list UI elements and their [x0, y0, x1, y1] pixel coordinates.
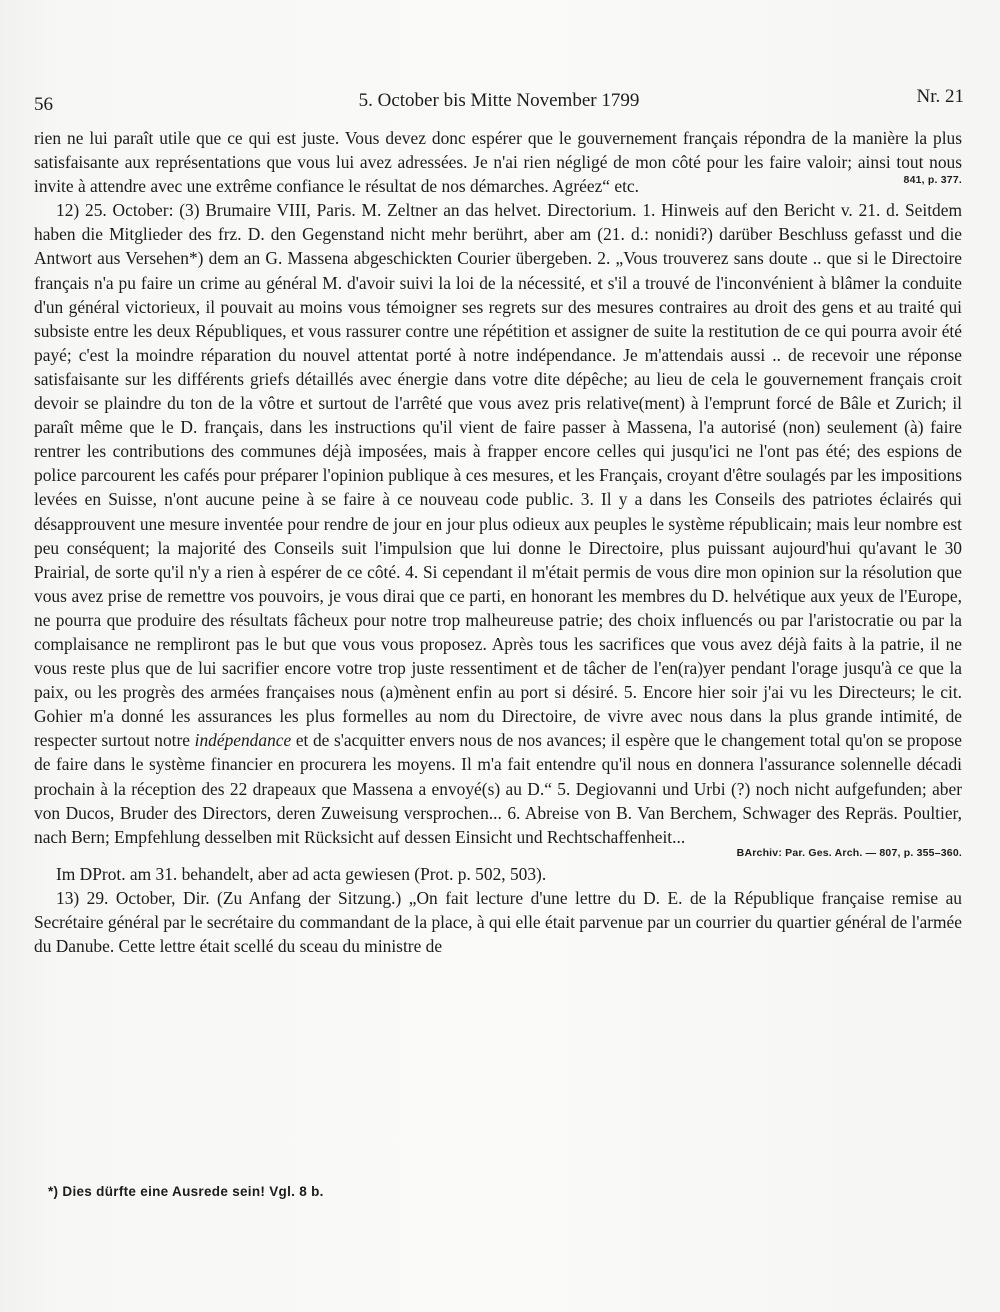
- body-text: [34, 126, 962, 958]
- page-header: [34, 86, 964, 116]
- page-number: 56: [34, 94, 53, 115]
- italic-word: indépendance: [194, 730, 292, 751]
- paragraph-text: 13) 29. October, Dir. (Zu Anfang der Sitzung.) „On fait lecture d'une lettre du D. E. de la République française remise au Secrétaire général par le secrétaire du commandant de la place, à qui elle était parvenue par un courrier du quartier général de l'armée du Danube. Cette lettre était scellé du sceau du ministre de: [34, 887, 962, 957]
- paragraph-text-continued: et de s'acquitter envers nous de nos avances; il espère que le changement total qu'on se propose de faire dans le système financier en procurera les moyens. Il m'a fait entendre qu'il nous en donnera l'assurance solennelle décadi prochain à la réception des 22 drapeaux que Massena a envoyé(s) au D.“ 5. Degiovanni und Urbi (?) noch nicht aufgefunden; aber von Ducos, Bruder des Directors, deren Zuweisung versprochen... 6. Abreise von B. Van Berchem, Schwager des Repräs. Poultier, nach Bern; Empfehlung desselben mit Rücksicht auf dessen Einsicht und Rechtschaffenheit...: [34, 730, 962, 847]
- paragraph-text: 12) 25. October: (3) Brumaire VIII, Paris. M. Zeltner an das helvet. Directorium. 1. Hinweis auf den Bericht v. 21. d. Seitdem haben die Mitglieder des frz. D. den Gegenstand nicht mehr berührt, aber am (21. d.: nonidi?) darüber Beschluss gefasst und die Antwort aus Versehen*) dem an G. Massena abgeschickten Courier übergeben. 2. „Vous trouverez sans doute .. que si le Directoire français n'a pu faire un crime au général M. d'avoir suivi la loi de la nécessité, et s'il a trouvé de l'inconvénient à blâmer la conduite d'un général victorieux, il pouvait au moins vous témoigner ses regrets sur des mesures contraires au droit des gens et au traité qui subsiste entre les deux Républiques, et vous rassurer contre une répétition et assigner de suite la restitution de ce qui pourra avoir été payé; c'est la moindre réparation du nouvel attentat porté à notre indépendance. Je m'attendais aussi .. de recevoir une réponse satisfaisante sur les différents griefs détaillés avec énergie dans votre dite dépêche; au lieu de cela le gouvernement français croit devoir se plaindre du ton de la vôtre et surtout de l'arrêté que vous avez pris relative(ment) à l'emprunt forcé de Bâle et Zurich; il paraît même que le D. français, dans les instructions qu'il vient de faire passer à Massena, l'a autorisé (non) seulement (à) faire rentrer les contributions des communes déjà imposées, mais à frapper encore celles qui jusqu'ici ne l'ont pas été; des espions de police parcourent les cafés pour préparer l'opinion publique à ces mesures, et les Français, croyant d'être soulagés par les impositions levées en Suisse, n'ont aucune peine à se faire à ce nouveau code public. 3. Il y a dans les Conseils des patriotes éclairés qui désapprouvent une mesure inventée pour rendre de jour en jour plus odieux aux peuples le système républicain; mais leur nombre est peu conséquent; la majorité des Conseils suit l'impulsion que lui donne le Directoire, plus puissant aujourd'hui qu'avant le 30 Prairial, de sorte qu'il n'y a rien à espérer de ce côté. 4. Si cependant il m'était permis de vous dire mon opinion sur la résolution que vous avez prise de remettre vos pouvoirs, je vous dirai que ce parti, en honorant les membres du D. helvétique aux yeux de l'Europe, ne pourra que produire des résultats fâcheux pour notre trop malheureuse patrie; des choix influencés ou par l'aristocratie ou par la complaisance ne rempliront pas le but que vous vous proposez. Après tous les sacrifices que vous avez déjà faits à la patrie, il ne vous reste plus que de lui sacrifier encore votre trop juste ressentiment et de tâcher de l'en(ra)yer pendant l'orage jusqu'à ce que la paix, ou les progrès des armées françaises nous (a)mènent enfin au port si désiré. 5. Encore hier soir j'ai vu les Directeurs; le cit. Gohier m'a donné les assurances les plus formelles au nom du Directoire, de vivre avec nous dans la plus grande intimité, de respecter surtout notre: [34, 200, 962, 751]
- item-number: Nr. 21: [916, 86, 964, 107]
- paragraph-text: rien ne lui paraît utile que ce qui est juste. Vous devez donc espérer que le gouvernement français répondra de la manière la plus satisfaisante aux représentations que vous lui avez adressées. Je n'ai rien négligé de mon côté pour les faire valoir; ainsi tout nous invite à attendre avec une extrême confiance le résultat de nos démarches. Agréez“ etc.: [34, 128, 962, 197]
- paragraph-continued: [34, 126, 962, 198]
- entry-12: [34, 198, 962, 849]
- source-reference: 841, p. 377.: [903, 174, 962, 187]
- entry-13: [34, 886, 962, 958]
- running-title: 5. October bis Mitte November 1799: [358, 90, 640, 111]
- paragraph-text: Im DProt. am 31. behandelt, aber ad acta gewiesen (Prot. p. 502, 503).: [56, 863, 547, 884]
- footnote: *) Dies dürfte eine Ausrede sein! Vgl. 8 b.: [48, 1184, 324, 1199]
- protocol-note: [34, 862, 962, 886]
- archive-source: BArchiv: Par. Ges. Arch. — 807, p. 355–360.: [736, 846, 962, 859]
